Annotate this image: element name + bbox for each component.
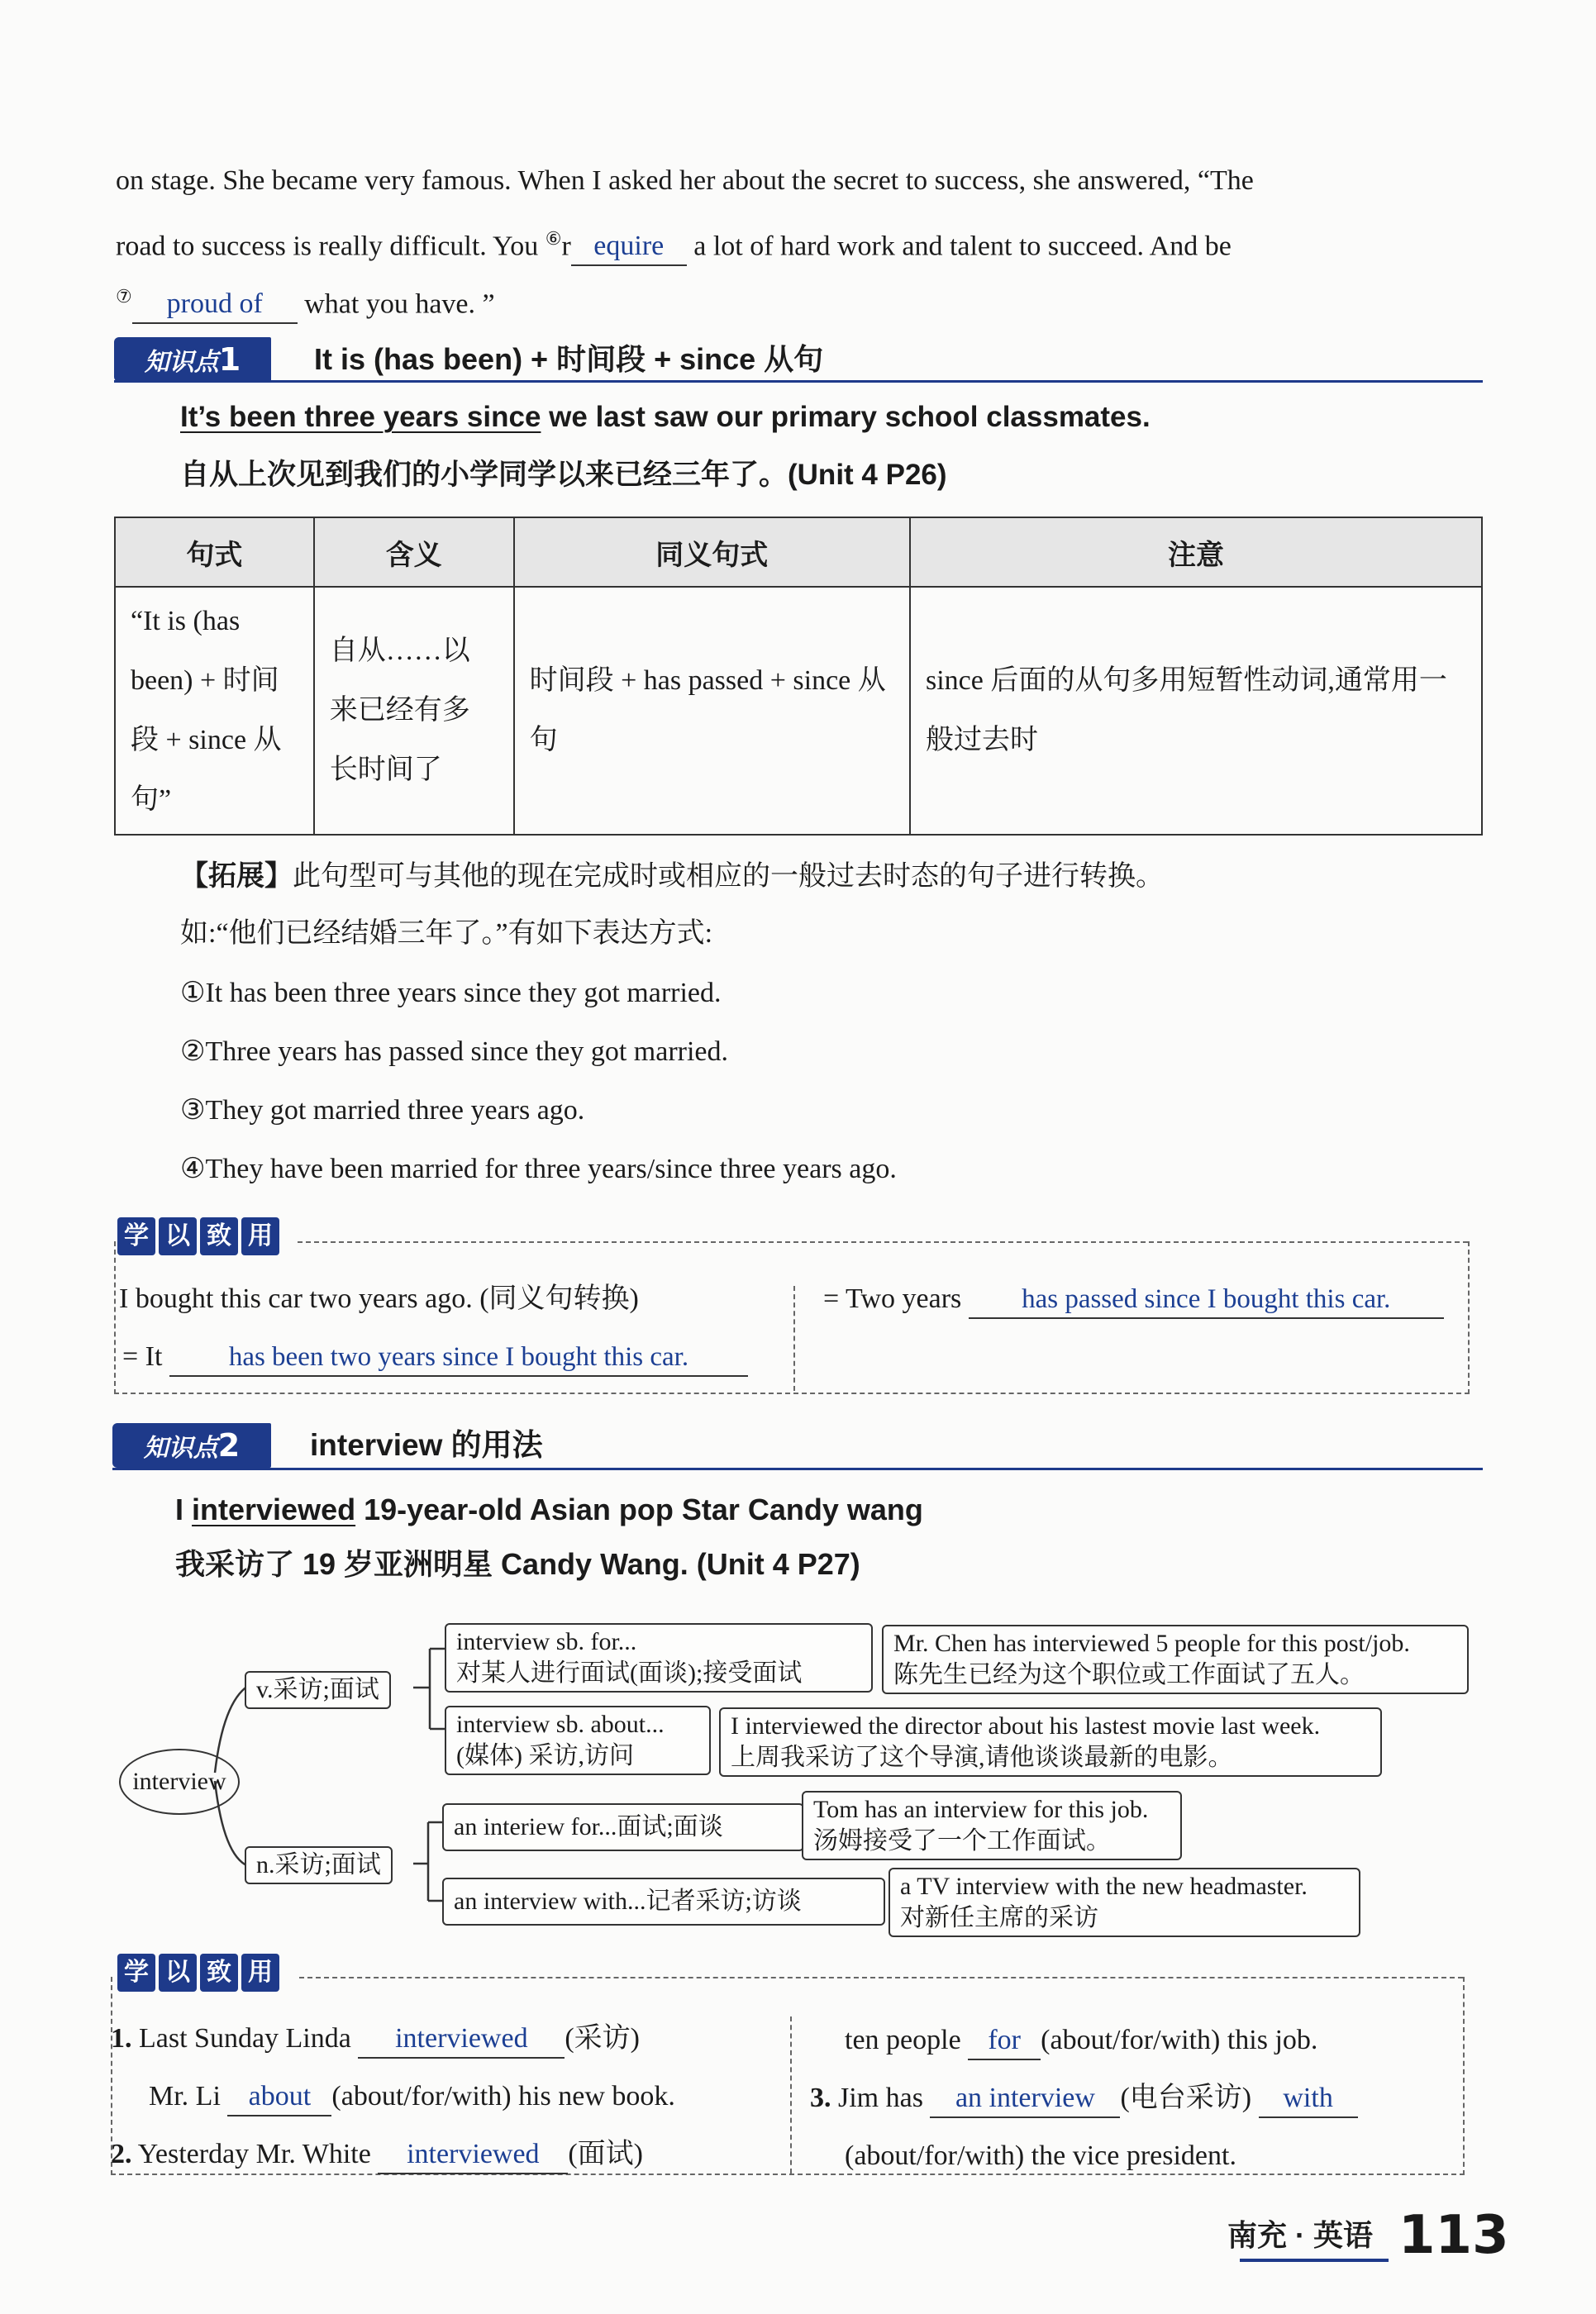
apply2-question-2-cont (845, 2012, 1317, 2069)
kp1-example-item: ③They got married three years ago. (180, 1095, 585, 1126)
answer-blank: with (1259, 2080, 1358, 2118)
expand-text: 此句型可与其他的现在完成时或相应的一般过去时态的句子进行转换。 (293, 861, 1164, 892)
kp1-tag-number: 1 (218, 341, 241, 378)
map-verb-example-1 (882, 1625, 1469, 1694)
answer-blank: about (227, 2078, 331, 2116)
kp1-table-cell: “It is (has been) + 时间段 + since 从句” (115, 587, 314, 835)
answer-blank: an interview (930, 2080, 1120, 2118)
apply-tag-char: 用 (241, 1217, 279, 1255)
question-text: (面试) (568, 2139, 643, 2169)
kp2-tag-text: 知识点 (143, 1434, 218, 1463)
apply1-left-prefix: = It (122, 1341, 163, 1372)
apply-tag-char: 致 (200, 1954, 238, 1992)
answer-blank: for (968, 2022, 1041, 2060)
kp2-translation: 我采访了 19 岁亚洲明星 Candy Wang. (Unit 4 P27) (175, 1547, 860, 1581)
kp2-title: interview 的用法 (310, 1428, 543, 1462)
apply2-question-1 (111, 2010, 640, 2068)
kp2-example-start: I (175, 1493, 193, 1526)
map-noun-usage-1: an interiew for...面试;面谈 (442, 1803, 804, 1851)
page-number: 113 (1398, 2205, 1509, 2266)
map-noun-node: n.采访;面试 (245, 1846, 393, 1884)
intro-line-3-end: what you have. ” (297, 288, 495, 320)
apply-tag-char: 学 (117, 1954, 155, 1992)
kp2-example-key-word: interviewed (192, 1493, 356, 1526)
question-text: Mr. Li (149, 2081, 221, 2112)
map-noun-usage-2: an interview with...记者采访;访谈 (442, 1878, 885, 1926)
map-noun-example-2 (889, 1868, 1360, 1937)
map-verb-example-1-zh: 陈先生已经为这个职位或工作面试了五人。 (893, 1661, 1365, 1688)
expand-label: 【拓展】 (180, 860, 293, 892)
apply2-question-3 (810, 2069, 1358, 2127)
map-noun-example-2-zh: 对新任主席的采访 (900, 1904, 1098, 1931)
apply-tag-char: 以 (159, 1217, 197, 1255)
blank-6-answer: equire (571, 228, 687, 266)
apply-tag-char: 学 (117, 1217, 155, 1255)
kp1-table-header: 注意 (910, 517, 1482, 587)
apply-tag-char: 以 (159, 1954, 197, 1992)
map-noun-example-1-en: Tom has an interview for this job. (813, 1796, 1149, 1823)
question-text: Jim has (831, 2083, 923, 2113)
apply1-question: I bought this car two years ago. (同义句转换) (119, 1283, 639, 1314)
apply2-question-1-cont (149, 2068, 675, 2126)
map-verb-example-1-en: Mr. Chen has interviewed 5 people for this post/job. (893, 1630, 1410, 1657)
kp1-example-intro: 如:“他们已经结婚三年了。”有如下表达方式: (180, 918, 713, 949)
question-text: (about/for/with) this job. (1041, 2025, 1318, 2055)
kp2-tag-number: 2 (217, 1427, 241, 1464)
answer-blank: interviewed (378, 2136, 568, 2174)
kp1-translation: 自从上次见到我们的小学同学以来已经三年了。(Unit 4 P26) (180, 459, 947, 491)
footer-rule (1240, 2259, 1389, 2262)
kp1-table-cell: since 后面的从句多用短暂性动词,通常用一般过去时 (910, 587, 1482, 835)
map-verb-usage-2 (445, 1706, 711, 1775)
intro-line-2-start: road to success is really difficult. You (116, 231, 545, 262)
intro-line-1: on stage. She became very famous. When I asked her about the secret to success, she answered, “The (116, 165, 1254, 196)
apply1-right-prefix: = Two years (823, 1283, 962, 1314)
apply2-question-2 (111, 2126, 643, 2183)
map-verb-example-2 (719, 1707, 1382, 1777)
apply-box-2-top (299, 1977, 1463, 1978)
map-noun-example-1-zh: 汤姆接受了一个工作面试。 (813, 1827, 1111, 1855)
map-noun-example-2-en: a TV interview with the new headmaster. (900, 1873, 1308, 1900)
apply1-left-answer: has been two years since I bought this car. (169, 1339, 748, 1377)
blank-number-7: ⑦ (116, 286, 132, 307)
map-verb-example-2-zh: 上周我采访了这个导演,请他谈谈最新的电影。 (731, 1744, 1233, 1771)
kp1-example-key-phrase: It’s been three years since (180, 401, 541, 433)
map-verb-node: v.采访;面试 (245, 1671, 391, 1709)
kp2-example-rest: 19-year-old Asian pop Star Candy wang (355, 1493, 923, 1526)
map-verb-usage-2-zh: (媒体) 采访,访问 (456, 1742, 634, 1769)
question-text: (about/for/with) his new book. (331, 2081, 675, 2112)
map-noun-example-1 (802, 1791, 1182, 1860)
kp1-table-header: 同义句式 (514, 517, 910, 587)
footer-label: 南充 · 英语 (1227, 2218, 1373, 2252)
kp1-example-item: ②Three years has passed since they got married. (180, 1036, 729, 1067)
question-text: Yesterday Mr. White (131, 2139, 371, 2169)
map-verb-usage-1-zh: 对某人进行面试(面谈);接受面试 (456, 1659, 803, 1687)
intro-line-2-end: a lot of hard work and talent to succeed. And be (686, 231, 1232, 262)
apply-tag-char: 用 (241, 1954, 279, 1992)
question-number: 3. (810, 2083, 831, 2113)
kp1-table-header: 含义 (314, 517, 514, 587)
blank-number-6: ⑥ (545, 228, 562, 249)
question-text: ten people (845, 2025, 961, 2055)
apply-tag-char: 致 (200, 1217, 238, 1255)
map-verb-usage-1-en: interview sb. for... (456, 1628, 637, 1655)
map-verb-example-2-en: I interviewed the director about his lastest movie last week. (731, 1712, 1321, 1740)
kp1-table-header: 句式 (115, 517, 314, 587)
kp1-example-rest: we last saw our primary school classmates. (541, 401, 1151, 433)
question-text: (采访) (565, 2023, 640, 2054)
kp1-table-cell: 时间段 + has passed + since 从句 (514, 587, 910, 835)
kp1-table-cell: 自从……以来已经有多长时间了 (314, 587, 514, 835)
question-text: Last Sunday Linda (131, 2023, 351, 2054)
kp1-tag-text: 知识点 (144, 348, 219, 377)
question-text: (电台采访) (1120, 2083, 1252, 2113)
blank-7-answer: proud of (132, 286, 298, 324)
apply1-right-answer: has passed since I bought this car. (969, 1281, 1444, 1319)
blank-6-letter: r (561, 231, 571, 262)
kp1-title: It is (has been) + 时间段 + since 从句 (314, 342, 824, 376)
apply2-question-3-cont: (about/for/with) the vice president. (845, 2140, 1236, 2171)
answer-blank: interviewed (358, 2021, 565, 2059)
apply-box-2-divider (790, 2016, 792, 2174)
map-verb-usage-1 (445, 1623, 873, 1693)
map-verb-usage-2-en: interview sb. about... (456, 1711, 665, 1738)
question-number: 2. (111, 2139, 132, 2169)
question-number: 1. (111, 2023, 132, 2054)
kp1-example-item: ①It has been three years since they got married. (180, 978, 722, 1008)
kp1-example-item: ④They have been married for three years/since three years ago. (180, 1154, 897, 1184)
map-root-interview: interview (119, 1749, 240, 1815)
